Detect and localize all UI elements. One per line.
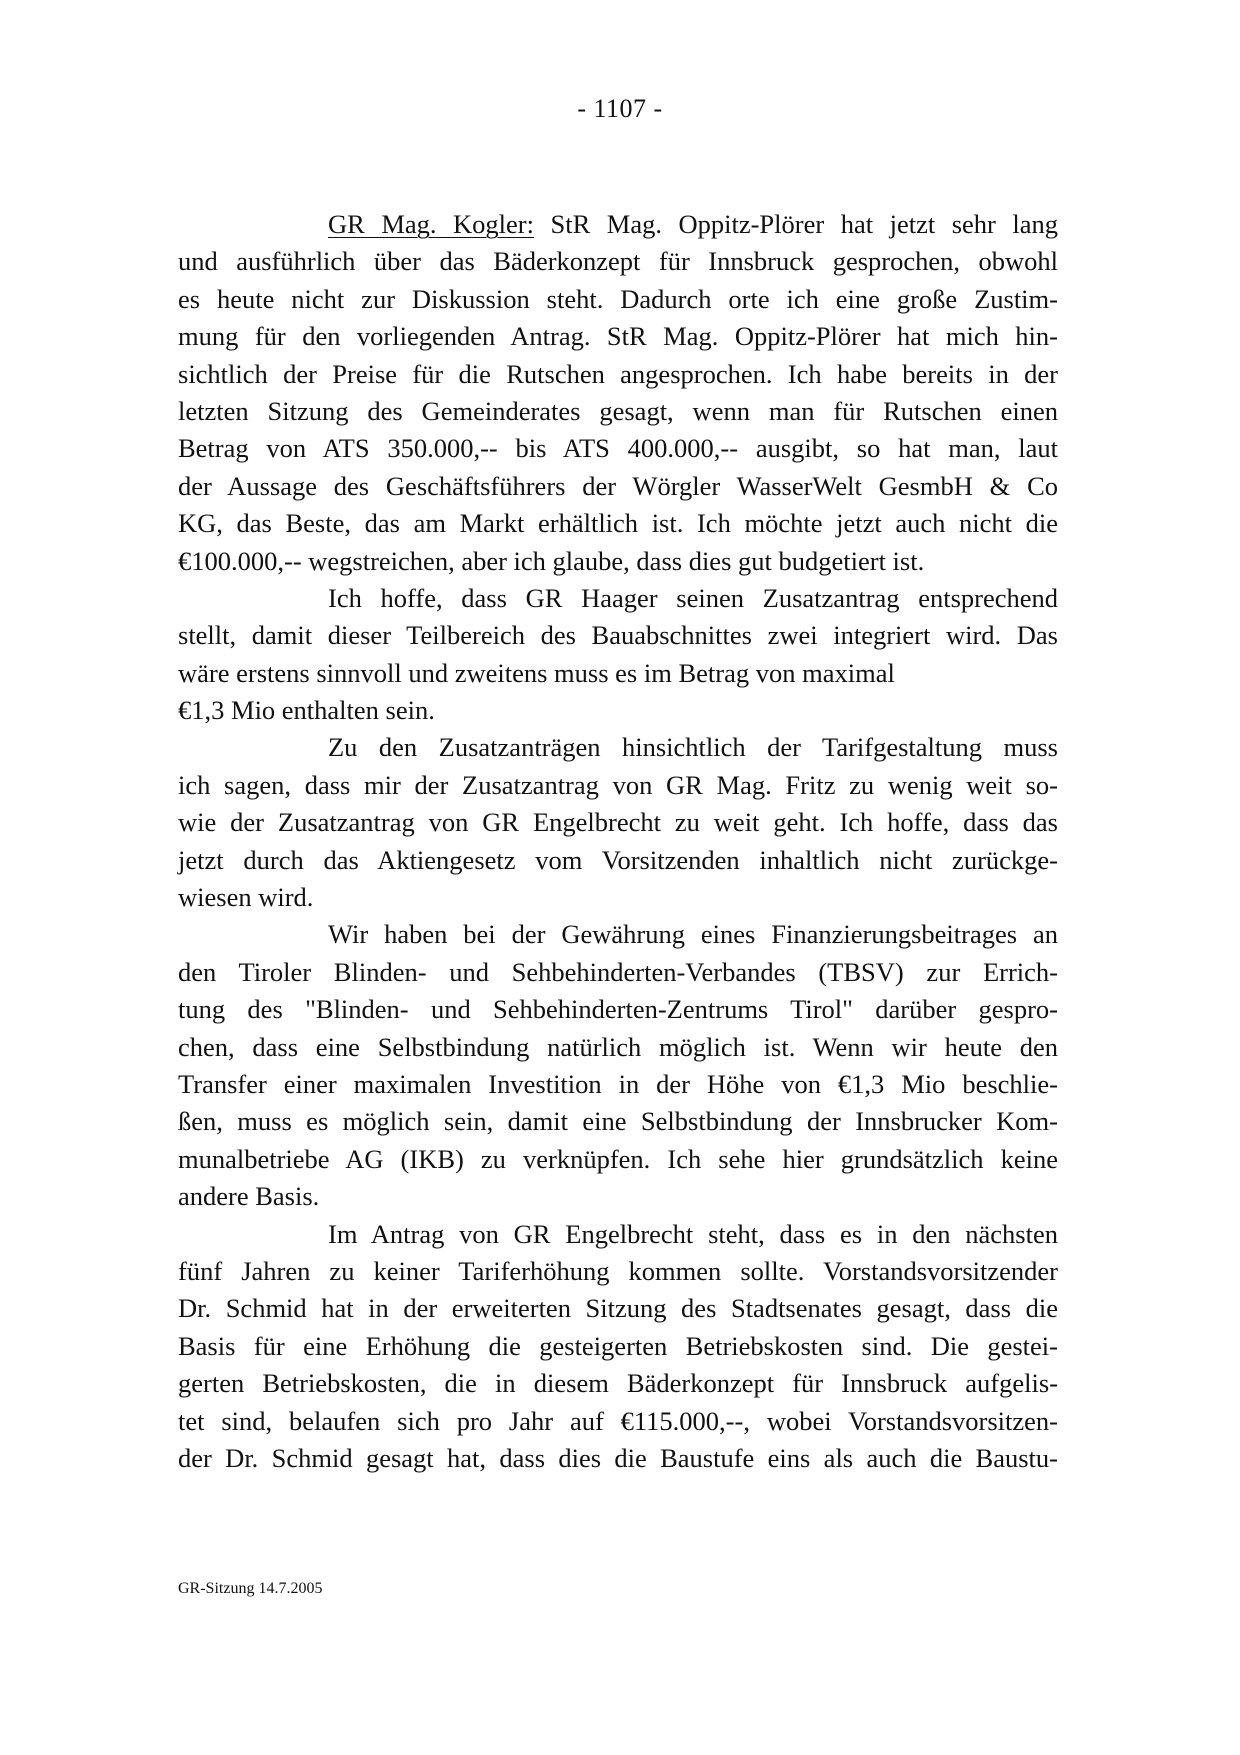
footer-session-date: GR-Sitzung 14.7.2005 xyxy=(178,1580,323,1597)
text-line: andere Basis. xyxy=(178,1181,320,1212)
text-line: Ich hoffe, dass GR Haager seinen Zusatzantrag entsprechend xyxy=(328,582,1058,613)
page-number: - 1107 - xyxy=(577,94,663,123)
text-line: wiesen wird. xyxy=(178,882,314,913)
text-line: tet sind, belaufen sich pro Jahr auf €115.000,--, wobei Vorstandsvorsitzen- xyxy=(178,1405,1058,1436)
text-line: Zu den Zusatzanträgen hinsichtlich der Tarifgestaltung muss xyxy=(328,732,1058,763)
text-line: KG, das Beste, das am Markt erhältlich ist. Ich möchte jetzt auch nicht die xyxy=(178,508,1058,539)
text-line: ßen, muss es möglich sein, damit eine Selbstbindung der Innsbrucker Kom- xyxy=(178,1106,1058,1137)
text-line: tung des "Blinden- und Sehbehinderten-Zentrums Tirol" darüber gespro- xyxy=(178,994,1058,1025)
text-line: ich sagen, dass mir der Zusatzantrag von GR Mag. Fritz zu wenig weit so- xyxy=(178,769,1058,800)
text-line: den Tiroler Blinden- und Sehbehinderten-Verbandes (TBSV) zur Errich- xyxy=(178,956,1058,987)
text-line: Dr. Schmid hat in der erweiterten Sitzung des Stadtsenates gesagt, dass die xyxy=(178,1293,1058,1324)
text-line: wäre erstens sinnvoll und zweitens muss es im Betrag von maximal xyxy=(178,657,895,688)
text-line: und ausführlich über das Bäderkonzept für Innsbruck gesprochen, obwohl xyxy=(178,246,1058,277)
text-line: Im Antrag von GR Engelbrecht steht, dass es in den nächsten xyxy=(328,1218,1058,1249)
text-line: fünf Jahren zu keiner Tariferhöhung kommen sollte. Vorstandsvorsitzender xyxy=(178,1255,1058,1286)
text-line xyxy=(178,206,1058,243)
text-line: wie der Zusatzantrag von GR Engelbrecht zu weit geht. Ich hoffe, dass das xyxy=(178,807,1058,838)
text-line: €1,3 Mio enthalten sein. xyxy=(178,695,435,726)
text-line: munalbetriebe AG (IKB) zu verknüpfen. Ich sehe hier grundsätzlich keine xyxy=(178,1143,1058,1174)
text-line: jetzt durch das Aktiengesetz vom Vorsitzenden inhaltlich nicht zurückge- xyxy=(178,844,1058,875)
text-line: letzten Sitzung des Gemeinderates gesagt, wenn man für Rutschen einen xyxy=(178,395,1058,426)
text-line: der Dr. Schmid gesagt hat, dass dies die Baustufe eins als auch die Baustu- xyxy=(178,1442,1058,1473)
text-line: chen, dass eine Selbstbindung natürlich möglich ist. Wenn wir heute den xyxy=(178,1031,1058,1062)
text-line: gerten Betriebskosten, die in diesem Bäderkonzept für Innsbruck aufgelis- xyxy=(178,1368,1058,1399)
text-line: mung für den vorliegenden Antrag. StR Mag. Oppitz-Plörer hat mich hin- xyxy=(178,321,1058,352)
text-line: Wir haben bei der Gewährung eines Finanzierungsbeitrages an xyxy=(328,919,1058,950)
speaker-name: GR Mag. Kogler: xyxy=(328,209,534,239)
text-line: der Aussage des Geschäftsführers der Wörgler WasserWelt GesmbH & Co xyxy=(178,470,1058,501)
text-line: sichtlich der Preise für die Rutschen angesprochen. Ich habe bereits in der xyxy=(178,358,1058,389)
text-line: stellt, damit dieser Teilbereich des Bauabschnittes zwei integriert wird. Das xyxy=(178,620,1058,651)
text-line: es heute nicht zur Diskussion steht. Dadurch orte ich eine große Zustim- xyxy=(178,283,1058,314)
text-line: Basis für eine Erhöhung die gesteigerten Betriebskosten sind. Die gestei- xyxy=(178,1330,1058,1361)
text-line-rest: StR Mag. Oppitz-Plörer hat jetzt sehr lang xyxy=(533,209,1058,239)
text-line: €100.000,-- wegstreichen, aber ich glaube, dass dies gut budgetiert ist. xyxy=(178,545,925,576)
text-line: Betrag von ATS 350.000,-- bis ATS 400.000,-- ausgibt, so hat man, laut xyxy=(178,433,1058,464)
document-body xyxy=(178,206,1058,1477)
text-line: Transfer einer maximalen Investition in der Höhe von €1,3 Mio beschlie- xyxy=(178,1068,1058,1099)
